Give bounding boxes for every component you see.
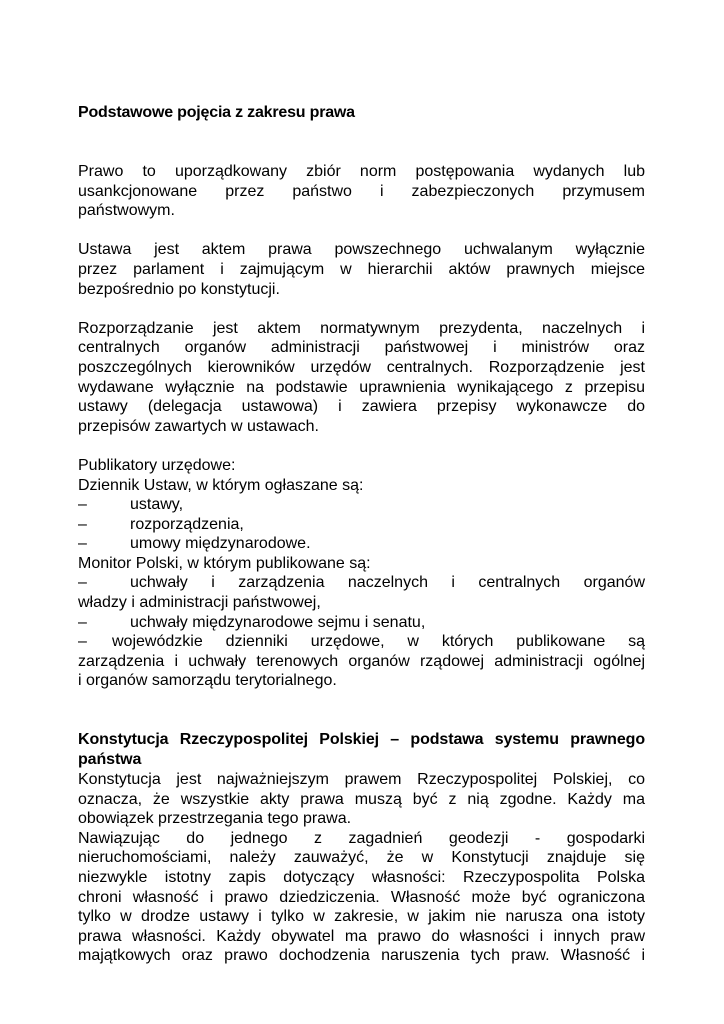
text-line: Nawiązując do jednego z zagadnień geodezji - gospodarki — [78, 829, 645, 847]
dash-bullet: – — [78, 515, 87, 533]
text-line: usankcjonowane przez państwo i zabezpieczonych przymusem — [78, 182, 645, 200]
spacer — [78, 691, 645, 730]
list-item-line: zarządzenia i uchwały terenowych organów rządowej administracji ogólnej — [78, 652, 645, 670]
list-item — [78, 534, 645, 554]
text-line: nieruchomościami, należy zauważyć, że w Konstytucji znajduje się — [78, 849, 645, 867]
list-item — [78, 632, 645, 691]
list-item-line: władzy i administracji państwowej, — [78, 594, 321, 612]
section-title: Podstawowe pojęcia z zakresu prawa — [78, 104, 355, 121]
list-item-line: i organów samorządu terytorialnego. — [78, 672, 337, 690]
list-item — [78, 495, 645, 515]
publikatory-heading: Publikatory urzędowe: — [78, 456, 236, 474]
text-line: ustawy (delegacja ustawowa) i zawiera przepisy wykonawcze do — [78, 398, 645, 416]
text-line: chroni własność i prawo dziedziczenia. Własność może być ograniczona — [78, 888, 645, 906]
text-line: wydawane wyłącznie na podstawie uprawnienia wynikającego z przepisu — [78, 378, 645, 396]
paragraph-konstytucja-1 — [78, 770, 645, 829]
paragraph-prawo — [78, 162, 645, 221]
text-line: oznacza, że wszystkie akty prawa muszą być z nią zgodne. Każdy ma — [78, 790, 645, 808]
text-line: bezpośrednio po konstytucji. — [78, 280, 280, 298]
paragraph-konstytucja-2 — [78, 829, 645, 966]
dash-bullet: – — [78, 613, 87, 631]
dash-bullet: – — [78, 496, 87, 514]
list-item-line — [78, 573, 645, 593]
list-item-text: rozporządzenia, — [130, 515, 244, 533]
list-item-text: wojewódzkie dzienniki urzędowe, w których publikowane są — [112, 633, 645, 651]
spacer — [78, 299, 645, 319]
dash-bullet: – — [78, 574, 87, 592]
list-item-text: uchwały międzynarodowe sejmu i senatu, — [130, 613, 426, 631]
list-item — [78, 573, 645, 612]
text-line: obowiązek przestrzegania tego prawa. — [78, 810, 352, 828]
paragraph-rozporzadzenie — [78, 319, 645, 437]
section-heading-konstytucja — [78, 730, 645, 770]
text-line: Konstytucja jest najważniejszym prawem Rzeczypospolitej Polskiej, co — [78, 771, 645, 789]
text-line: Prawo to uporządkowany zbiór norm postępowania wydanych lub — [78, 163, 645, 180]
spacer — [78, 123, 645, 162]
list-item-text: uchwały i zarządzenia naczelnych i centralnych organów — [130, 574, 645, 592]
list-item — [78, 515, 645, 535]
list-item — [78, 613, 645, 633]
spacer — [78, 221, 645, 241]
paragraph-ustawa — [78, 240, 645, 299]
list-item-text: umowy międzynarodowe. — [130, 535, 311, 553]
dash-bullet: – — [78, 535, 87, 553]
dash-bullet: – — [78, 633, 87, 651]
text-line: państwowym. — [78, 202, 175, 220]
text-line: centralnych organów administracji państwowej i ministrów oraz — [78, 339, 645, 357]
monitor-polski-intro: Monitor Polski, w którym publikowane są: — [78, 554, 371, 572]
list-item-line — [78, 632, 645, 652]
text-line: prawa własności. Każdy obywatel ma prawo do własności i innych praw — [78, 927, 645, 945]
text-line: majątkowych oraz prawo dochodzenia naruszenia tych praw. Własność i — [78, 947, 645, 965]
dziennik-ustaw-intro: Dziennik Ustaw, w którym ogłaszane są: — [78, 476, 364, 494]
text-line: Rozporządzanie jest aktem normatywnym prezydenta, naczelnych i — [78, 319, 645, 337]
text-line: poszczególnych kierowników urzędów centralnych. Rozporządzenie jest — [78, 358, 645, 376]
text-line: przez parlament i zajmującym w hierarchii aktów prawnych miejsce — [78, 260, 645, 278]
text-line: niezwykle istotny zapis dotyczący własności: Rzeczypospolita Polska — [78, 869, 645, 886]
text-line: przepisów zawartych w ustawach. — [78, 417, 319, 435]
list-item-text: ustawy, — [130, 496, 184, 514]
text-line: Ustawa jest aktem prawa powszechnego uchwalanym wyłącznie — [78, 241, 645, 259]
spacer — [78, 436, 645, 456]
heading-line: Konstytucja Rzeczypospolitej Polskiej – podstawa systemu prawnego — [78, 731, 645, 749]
document-body — [78, 103, 645, 966]
text-line: tylko w drodze ustawy i tylko w zakresie, w jakim nie narusza ona istoty — [78, 908, 645, 926]
heading-line: państwa — [78, 751, 142, 769]
